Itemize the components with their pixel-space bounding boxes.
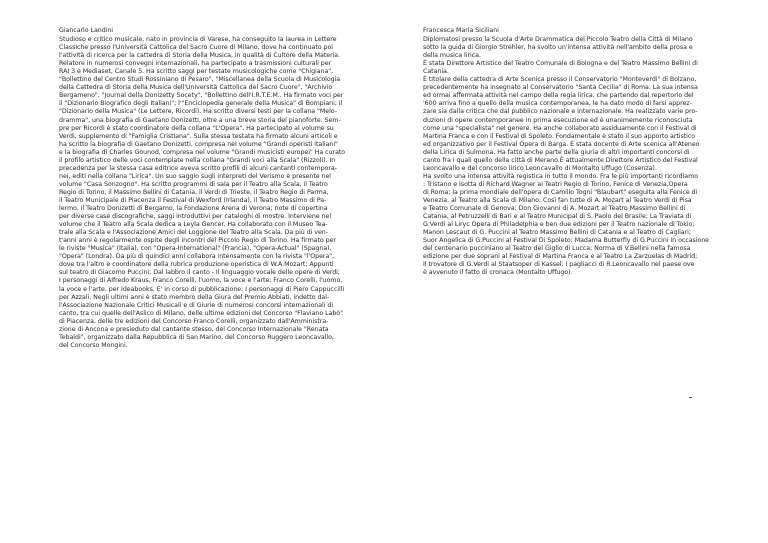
text-line: Il trovatore di G.Verdi al Staatsoper di Kassel; I pagliacci di R.Leoncavallo nel paese ove <box>423 261 695 269</box>
text-line: il profilo artistico delle voci contemplate nella collana "Grandi voci alla Scala" (Rizzoli). In <box>59 156 336 164</box>
text-line: le riviste "Musica" (Italia), con "Opera-International" (Francia), "Opera-Actual" (Spagna), <box>59 245 332 253</box>
text-line: della musica lirica. <box>423 52 481 60</box>
text-line: Tebaldi", organizzato dalla Repubblica di San Marino, del Concorso Ruggero Leoncavallo, <box>59 333 334 341</box>
text-line: : Tristano e Isotta di Richard Wagner ai Teatri Regio di Torino, Fenice di Venezia,Opera <box>423 180 688 188</box>
right-column-biography <box>423 27 716 277</box>
text-line: è avvenuto il fatto di cronaca (Montalto Uffugo). <box>423 269 573 277</box>
text-line: volume che il Teatro alla Scala dedica a Leyla Gencer. Ha collaborato con il Museo Tea- <box>59 221 328 229</box>
text-line: Relatore in numerosi convegni internazionali, ha partecipato a trasmissioni culturali per <box>59 60 332 68</box>
text-line: pre per Ricordi è stato coordinatore della collana "L'Opera". Ha partecipato al volume su <box>59 124 334 132</box>
text-line: "Dizionario della Musica" (Le Lettere, Ricordi). Ha scritto diversi testi per la collana "Melo- <box>59 108 337 116</box>
text-line: Manon Lescaut di G. Puccini al Teatro Massimo Bellini di Catania e al Teatro di Cagliari; <box>423 229 691 237</box>
text-line: lermo, il Teatro Donizetti di Bergamo, la Fondazione Arena di Verona; note di copertina <box>59 205 328 213</box>
text-line: della Cattedra di Storia della Musica dell'Università Cattolica del Sacro Cuore", "Archivio <box>59 84 333 92</box>
text-line: duzioni di opere contemporanee in prima esecuzione ed è unanimemente riconosciuta <box>423 116 693 124</box>
text-line: canto, tra cui quelle dell'Aslico di Milano, delle ultime edizioni del Concorso "Flaviano Labò" <box>59 309 343 317</box>
text-line: '600 arriva fino a quello della musica contemporanea, le ha dato modo di farsi apprez- <box>423 100 692 108</box>
text-line: il Teatro Municipale di Piacenza il Festival di Wexford (Irlanda), il Teatro Massimo di Pa- <box>59 196 327 204</box>
text-line: precedentemente ha insegnato al Conservatorio "Santa Cecilia" di Roma. La sua intensa <box>423 84 698 92</box>
text-line: Catania. <box>423 68 449 76</box>
text-line: Venezia, al Teatro alla Scala di Milano; Così fan tutte di A. Mozart al Teatro Verdi di Pisa <box>423 196 692 204</box>
text-line: di Piacenza, delle tre edizioni del Concorso Franco Corelli, organizzato dall'Amministra- <box>59 317 329 325</box>
author-name: Francesca Maria Siciliani <box>423 27 499 34</box>
text-line: per diverse case discografiche, saggi introduttivi per cataloghi di mostre. Interviene nel <box>59 213 332 221</box>
text-line: nei, editi nella collana "Lirica". Un suo saggio sugli interpreti del Verismo è presente nel <box>59 172 331 180</box>
biography-text <box>59 36 364 350</box>
text-line: ed organizzativo per il Festival Opera di Barga. È stata docente di Arte scenica all'Ateneo <box>423 140 700 148</box>
text-line: È stata Direttore Artistico del Teatro Comunale di Bologna e del Teatro Massimo Bellini di <box>423 60 698 68</box>
text-line: edizione per due soprani al Festival di Martina Franca e al Teatro La Zarzuelas di Madrid; <box>423 253 698 261</box>
text-line: Martina Franca e con il Festival di Spoleto. Fondamentale è stato il suo apporto artistico <box>423 132 696 140</box>
stray-mark <box>689 397 692 398</box>
text-line: dove tra l'altro è coordinatore della rubrica produzione operistica di W.A.Mozart; Appunti <box>59 261 334 269</box>
author-name: Giancarlo Landini <box>59 27 113 34</box>
text-line: ed ormai affermata attività nel campo della regia lirica, che partendo dal repertorio del <box>423 92 694 100</box>
text-line: Verdi, supplemento di "Famiglia Cristiana". Sulla stessa testata ha firmato alcuni articoli e <box>59 132 338 140</box>
text-line: il "Dizionario Biografico degli Italiani"; l'"Enciclopedia generale della Musica" di Bompiani; il <box>59 100 343 108</box>
text-line: l'attività di ricerca per la cattedra di Storia della Musica, in qualità di Cultore della Materia. <box>59 52 341 60</box>
text-line: l'Associazione Nazionale Critici Musicali e di Giurie di numerosi concorsi internazionali di <box>59 301 334 309</box>
text-line: Ha svolto una intensa attività registica in tutto il mondo. Fra le più importanti ricordiamo <box>423 172 699 180</box>
biography-text <box>423 36 716 277</box>
text-line: e Teatro Comunale di Genova; Don Giovanni di A. Mozart al Teatro Massimo Bellini di <box>423 205 686 213</box>
text-line: zione di Ancona e presieduto dal cantante stesso, del Concorso Internazionale "Renata <box>59 325 329 333</box>
text-line: volume "Casa Sonzogno". Ha scritto programmi di sala per il Teatro alla Scala, il Teatro <box>59 180 328 188</box>
text-line: È titolare della cattedra di Arte Scenica presso il Conservatorio "Monteverdi" di Bolzano, <box>423 76 697 84</box>
text-line: Leoncavallo e del concorso lirico Leoncavallo di Montalto Uffugo (Cosenza). <box>423 164 657 172</box>
text-line: RAI 3 e Mediaset, Canale 5. Ha scritto saggi per testate musicologiche come "Chigiana", <box>59 68 334 76</box>
text-line: del Concorso Mongini. <box>59 341 128 349</box>
left-column-biography <box>59 27 364 350</box>
text-line: dramma", una biografia di Gaetano Donizetti, oltre a una breve storia del pianoforte. Sem- <box>59 116 341 124</box>
text-line: e la biografia di Charles Gounod, compresa nel volume "Grandi musicisti europei" Ha curato <box>59 148 346 156</box>
text-line: "Bollettino del Centro Studi Rossiniano di Pesaro", "Miscellanea della Scuola di Musicologia <box>59 76 341 84</box>
text-line: Suor Angelica di G.Puccini al Festival Di Spoleto; Madama Butterfly di G.Puccini in occasione <box>423 237 710 245</box>
text-line: della Lirica di Sulmona. Ha fatto anche parte della giuria di altri importanti concorsi di <box>423 148 690 156</box>
text-line: di Roma; la prima mondiale dell'opera di Camillo Togni "Blaubart" eseguita alla Fenice di <box>423 188 698 196</box>
text-line: Catania, al Petruzzelli di Bari e al Teatro Municipal di S. Paolo del Brasile; La Traviata di <box>423 213 692 221</box>
text-line: G.Verdi al Liryc Opera di Philadelphia e ben due edizioni per il Teatro nazionale di Tokio; <box>423 221 695 229</box>
text-line: t'anni anni è regolarmente ospite degli incontri del Piccolo Regio di Torino. Ha firmato per <box>59 237 336 245</box>
text-line: sotto la guida di Giorgio Strehler, ha svolto un'intensa attività nell'ambito della prosa e <box>423 44 693 52</box>
text-line: precedenza per la stessa casa editrice aveva scritto profili di alcuni cantanti contempora- <box>59 164 337 172</box>
text-line: Regio di Torino, il Massimo Bellini di Catania, il Verdi di Trieste, il Teatro Regio di Parma, <box>59 188 329 196</box>
text-line: per Azzali. Negli ultimi anni è stato membro della Giura del Premio Abbiati, indetto dal- <box>59 293 330 301</box>
text-line: I personaggi di Alfredo Kraus, Franco Corelli, l'uomo, la voce e l'arte; Franco Corelli, l'uomo, <box>59 277 343 285</box>
text-line: come una "specialista" nel genere. Ha anche collaborato assiduamente con il Festival di <box>423 124 697 132</box>
text-line: Diplomatosi presso la Scuola d'Arte Drammatica del Piccolo Teatro della Città di Milano <box>423 36 693 44</box>
text-line: zare sia dalla critica che dal pubblico nazionale e internazionale. Ha realizzato varie pro- <box>423 108 698 116</box>
text-line: del centenario pucciniano al Teatro del Giglio di Lucca; Norma di V.Bellini nella famosa <box>423 245 691 253</box>
text-line: Bergamenо", "Journal della Donizetty Socety", "Bollettino dell'I.R.T.E.M.. Ha firmato voci per <box>59 92 344 100</box>
text-line: la voce e l'arte, per Ideabooks. E' in corso di pubblicazione: I personaggi di Piero Cappuccilli <box>59 285 345 293</box>
text-line: "Opera" (Londra). Da più di quindici anni collabora intensamente con la rivista "l'Opera", <box>59 253 335 261</box>
text-line: Studioso e critico musicale, nato in provincia di Varese, ha conseguito la laurea in Lettere <box>59 36 337 44</box>
text-line: ha scritto la biografia di Gaetano Donizetti, compresa nel volume "Grandi operisti italiani" <box>59 140 338 148</box>
text-line: sul teatro di Giacomo Puccini; Dal labbro il canto - Il linguaggio vocale delle opere di Verdi; <box>59 269 340 277</box>
text-line: canto fra i quali quello della città di Merano.È attualmente Direttore Artistico del Festival <box>423 156 698 164</box>
text-line: Classiche presso l'Università Cattolica del Sacro Cuore di Milano, dove ha continuato poi <box>59 44 333 52</box>
text-line: trale alla Scala e l'Associazione Amici del Loggione del Teatro alla Scala. Da più di ven- <box>59 229 328 237</box>
